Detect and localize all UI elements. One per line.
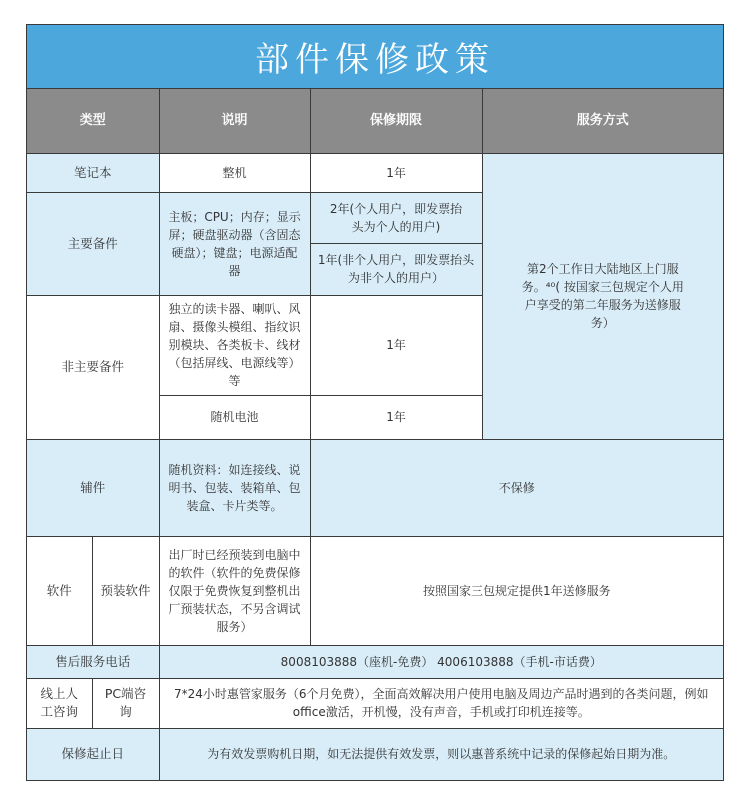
start-date-value: 为有效发票购机日期，如无法提供有效发票，则以惠普系统中记录的保修起始日期为准。 [159,728,723,780]
accessories-policy: 不保修 [310,439,723,536]
table-row [27,153,723,192]
software-policy: 按照国家三包规定提供1年送修服务 [310,536,723,645]
hotline-value: 8008103888（座机-免费） 4006103888（手机-市话费） [159,645,723,678]
online-sublabel: PC端咨询 [92,678,159,728]
main-parts-period-business: 1年(非个人用户，即发票抬头为非个人的用户） [310,243,482,295]
page-title: 部件保修政策 [27,25,723,89]
main-parts-period-personal: 2年(个人用户，即发票抬头为个人的用户) [310,192,482,243]
main-parts-type: 主要备件 [27,192,159,295]
online-value: 7*24小时惠管家服务（6个月免费），全面高效解决用户使用电脑及周边产品时遇到的各类问题，例如office激活，开机慢，没有声音，手机或打印机连接等。 [159,678,723,728]
battery-desc: 随机电池 [159,395,310,439]
header-service: 服务方式 [482,89,723,153]
minor-parts-desc: 独立的读卡器、喇叭、风扇、摄像头模组、指纹识别模块、各类板卡、线材（包括屏线、电源线等）等 [159,295,310,395]
online-label: 线上人工咨询 [27,678,92,728]
software-type: 软件 [27,536,92,645]
table-row [27,439,723,536]
minor-parts-period: 1年 [310,295,482,395]
service-method: 第2个工作日大陆地区上门服务。⁴⁰( 按国家三包规定个人用户享受的第二年服务为送修服务） [482,153,723,439]
accessories-desc: 随机资料：如连接线、说明书、包装、装箱单、包装盒、卡片类等。 [159,439,310,536]
minor-parts-type: 非主要备件 [27,295,159,439]
header-period: 保修期限 [310,89,482,153]
battery-period: 1年 [310,395,482,439]
laptop-desc: 整机 [159,153,310,192]
hotline-label: 售后服务电话 [27,645,159,678]
table-row [27,728,723,780]
software-desc: 出厂时已经预装到电脑中的软件（软件的免费保修仅限于免费恢复到整机出厂预装状态，不另含调试服务） [159,536,310,645]
header-row [27,89,723,153]
laptop-type: 笔记本 [27,153,159,192]
warranty-policy-table [26,24,724,781]
header-description: 说明 [159,89,310,153]
start-date-label: 保修起止日 [27,728,159,780]
policy-table [27,89,723,780]
table-row [27,678,723,728]
table-row [27,645,723,678]
software-subtype: 预装软件 [92,536,159,645]
laptop-period: 1年 [310,153,482,192]
header-type: 类型 [27,89,159,153]
table-row [27,536,723,645]
main-parts-desc: 主板；CPU；内存；显示屏；硬盘驱动器（含固态硬盘）；键盘；电源适配器 [159,192,310,295]
accessories-type: 辅件 [27,439,159,536]
